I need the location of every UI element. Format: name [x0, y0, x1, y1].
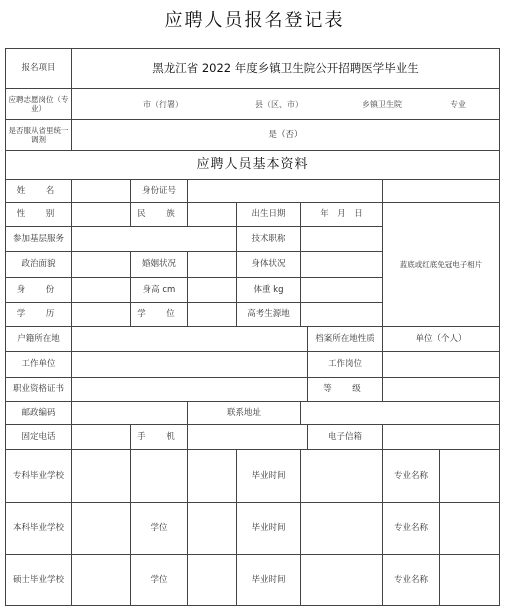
- master-degree-input[interactable]: [187, 554, 237, 606]
- phone-label: 固定电话: [5, 424, 72, 450]
- name-input[interactable]: [71, 179, 131, 203]
- bachelor-grad-time-input[interactable]: [300, 502, 383, 555]
- bachelor-degree-label: 学位: [130, 502, 188, 555]
- college-school-input[interactable]: [71, 449, 131, 503]
- weight-input[interactable]: [300, 277, 383, 303]
- bachelor-degree-input[interactable]: [187, 502, 237, 555]
- bachelor-school-label: 本科毕业学校: [5, 502, 72, 555]
- master-grad-time-label: 毕业时间: [236, 554, 301, 606]
- master-major-input[interactable]: [439, 554, 500, 606]
- college-degree-input[interactable]: [187, 449, 237, 503]
- degree-input[interactable]: [187, 302, 237, 327]
- address-label: 联系地址: [187, 401, 301, 425]
- birth-date-input[interactable]: 年 月 日: [300, 202, 383, 227]
- master-grad-time-input[interactable]: [300, 554, 383, 606]
- education-label: 学 历: [5, 302, 72, 327]
- position-label: 应聘志愿岗位（专业）: [5, 88, 72, 120]
- mobile-label: 手 机: [130, 424, 188, 450]
- master-school-input[interactable]: [71, 554, 131, 606]
- college-major-label: 专业名称: [382, 449, 440, 503]
- position-county: 县（区、市）: [255, 100, 303, 109]
- address-input[interactable]: [300, 401, 500, 425]
- weight-label: 体重 kg: [236, 277, 301, 303]
- id-number-label: 身份证号: [130, 179, 188, 203]
- work-post-label: 工作岗位: [307, 351, 383, 378]
- name-label: 姓 名: [5, 179, 72, 203]
- tech-title-input[interactable]: [300, 226, 383, 252]
- height-label: 身高 cm: [130, 277, 188, 303]
- obey-label: 是否服从省里统一调剂: [5, 119, 72, 151]
- work-unit-input[interactable]: [71, 351, 308, 378]
- work-post-input[interactable]: [382, 351, 500, 378]
- health-input[interactable]: [300, 251, 383, 278]
- form-title: 应聘人员报名登记表: [164, 10, 345, 31]
- height-input[interactable]: [187, 277, 237, 303]
- archive-label: 档案所在地性质: [307, 326, 383, 352]
- birth-date-label: 出生日期: [236, 202, 301, 227]
- gaokao-origin-input[interactable]: [300, 302, 383, 327]
- political-label: 政治面貌: [5, 251, 72, 278]
- position-major: 专业: [450, 100, 466, 109]
- grassroots-label: 参加基层服务: [5, 226, 72, 252]
- mobile-input[interactable]: [187, 424, 308, 450]
- gender-input[interactable]: [71, 202, 131, 227]
- project-label: 报名项目: [5, 48, 72, 89]
- gender-label: 性 别: [5, 202, 72, 227]
- position-hospital: 乡镇卫生院: [362, 100, 402, 109]
- email-label: 电子信箱: [307, 424, 383, 450]
- postcode-label: 邮政编码: [5, 401, 72, 425]
- project-value: 黑龙江省 2022 年度乡镇卫生院公开招聘医学毕业生: [71, 48, 500, 89]
- phone-input[interactable]: [71, 424, 131, 450]
- gaokao-origin-label: 高考生源地: [236, 302, 301, 327]
- college-major-input[interactable]: [439, 449, 500, 503]
- master-degree-label: 学位: [130, 554, 188, 606]
- college-grad-time-label: 毕业时间: [236, 449, 301, 503]
- postcode-input[interactable]: [71, 401, 188, 425]
- education-input[interactable]: [71, 302, 131, 327]
- qualification-label: 职业资格证书: [5, 377, 72, 402]
- photo-placeholder[interactable]: 蓝底或红底免冠电子相片: [382, 202, 500, 327]
- college-school-label: 专科毕业学校: [5, 449, 72, 503]
- basic-section-heading: 应聘人员基本资料: [5, 150, 500, 180]
- hukou-input[interactable]: [71, 326, 308, 352]
- stature-input[interactable]: [71, 277, 131, 303]
- marital-input[interactable]: [187, 251, 237, 278]
- stature-label: 身 份: [5, 277, 72, 303]
- grade-input[interactable]: [382, 377, 500, 402]
- grade-label: 等 级: [307, 377, 383, 402]
- master-major-label: 专业名称: [382, 554, 440, 606]
- tech-title-label: 技术职称: [236, 226, 301, 252]
- ethnicity-input[interactable]: [187, 202, 237, 227]
- qualification-input[interactable]: [71, 377, 308, 402]
- bachelor-major-input[interactable]: [439, 502, 500, 555]
- position-city: 市（行署）: [143, 100, 183, 109]
- bachelor-school-input[interactable]: [71, 502, 131, 555]
- political-input[interactable]: [71, 251, 131, 278]
- grassroots-input[interactable]: [71, 226, 237, 252]
- bachelor-grad-time-label: 毕业时间: [236, 502, 301, 555]
- college-degree-label: [130, 449, 188, 503]
- email-input[interactable]: [382, 424, 500, 450]
- health-label: 身体状况: [236, 251, 301, 278]
- obey-value[interactable]: 是（否）: [71, 119, 500, 151]
- degree-label: 学 位: [130, 302, 188, 327]
- hukou-label: 户籍所在地: [5, 326, 72, 352]
- id-number-input[interactable]: [187, 179, 383, 203]
- master-school-label: 硕士毕业学校: [5, 554, 72, 606]
- bachelor-major-label: 专业名称: [382, 502, 440, 555]
- marital-label: 婚姻状况: [130, 251, 188, 278]
- work-unit-label: 工作单位: [5, 351, 72, 378]
- blank-cell-a: [382, 179, 500, 203]
- college-grad-time-input[interactable]: [300, 449, 383, 503]
- ethnicity-label: 民 族: [130, 202, 188, 227]
- archive-input[interactable]: 单位（个人）: [382, 326, 500, 352]
